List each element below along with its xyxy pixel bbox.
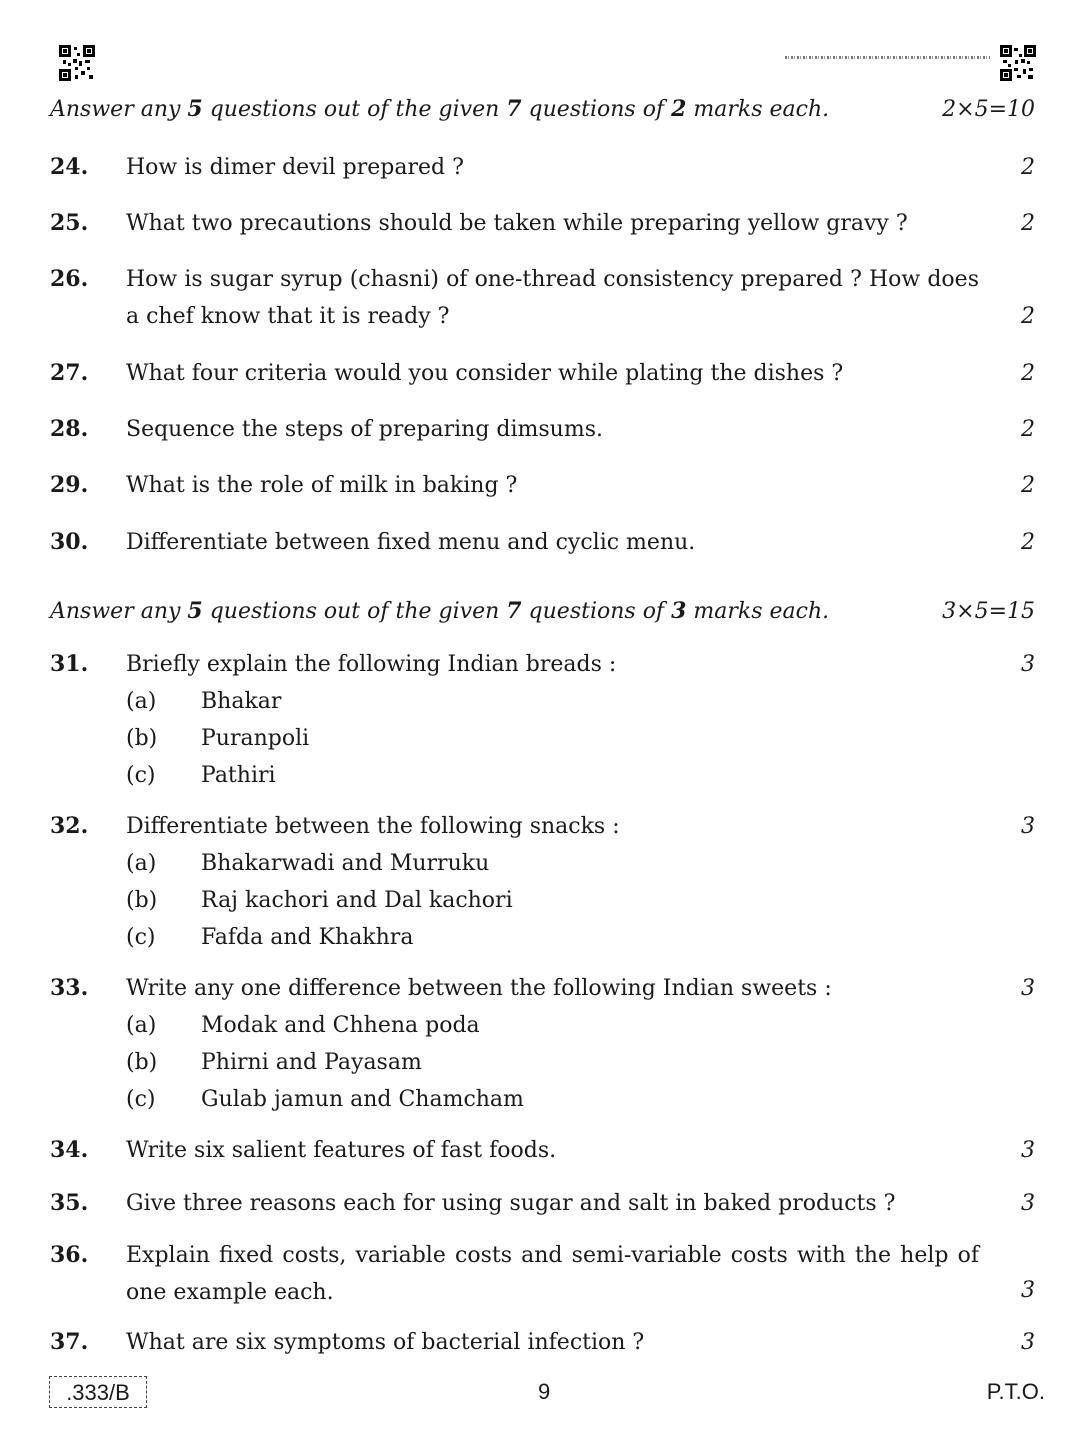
question-text: What is the role of milk in baking ? (126, 473, 518, 498)
question-marks: 2 (1021, 417, 1035, 442)
option-item (126, 683, 1035, 720)
option-label: (c) (126, 1087, 156, 1112)
option-text: Gulab jamun and Chamcham (201, 1087, 524, 1112)
question-number: 27. (50, 360, 89, 386)
option-text: Bhakar (201, 689, 282, 714)
question-marks: 3 (1021, 652, 1035, 677)
question-marks: 2 (1021, 211, 1035, 236)
question-marks: 3 (1021, 976, 1035, 1001)
option-label: (b) (126, 726, 158, 751)
micro-text-line (785, 56, 990, 59)
option-item (126, 720, 1035, 757)
question-marks: 3 (1021, 1278, 1035, 1303)
option-item (126, 845, 1035, 882)
paper-code: .333/B (49, 1376, 147, 1408)
question-34 (50, 1132, 1035, 1169)
question-32 (50, 808, 1035, 956)
question-number: 35. (50, 1190, 89, 1216)
question-text: Give three reasons each for using sugar and salt in baked products ? (126, 1191, 896, 1216)
option-label: (b) (126, 888, 158, 913)
question-number: 31. (50, 651, 89, 677)
option-item (126, 757, 1035, 794)
question-text: Differentiate between the following snacks : (126, 814, 620, 839)
option-item (126, 882, 1035, 919)
question-number: 29. (50, 472, 89, 498)
question-number: 30. (50, 529, 89, 555)
question-number: 33. (50, 975, 89, 1001)
question-marks: 2 (1021, 361, 1035, 386)
option-item (126, 1081, 1035, 1118)
option-item (126, 1044, 1035, 1081)
question-text: How is dimer devil prepared ? (126, 155, 464, 180)
question-number: 28. (50, 416, 89, 442)
question-31 (50, 646, 1035, 794)
question-marks: 2 (1021, 473, 1035, 498)
option-label: (c) (126, 763, 156, 788)
option-text: Modak and Chhena poda (201, 1013, 480, 1038)
question-text: How is sugar syrup (chasni) of one-thread consistency prepared ? How does a chef know that it is ready ? (126, 267, 979, 329)
question-marks: 2 (1021, 304, 1035, 329)
question-text: Sequence the steps of preparing dimsums. (126, 417, 603, 442)
question-number: 34. (50, 1137, 89, 1163)
option-text: Puranpoli (201, 726, 310, 751)
option-label: (a) (126, 689, 157, 714)
question-text: What four criteria would you consider while plating the dishes ? (126, 361, 844, 386)
option-label: (b) (126, 1050, 158, 1075)
option-item (126, 1007, 1035, 1044)
question-26 (50, 261, 1035, 335)
question-text: What two precautions should be taken while preparing yellow gravy ? (126, 211, 908, 236)
question-marks: 3 (1021, 814, 1035, 839)
question-30 (50, 524, 1035, 561)
option-text: Phirni and Payasam (201, 1050, 422, 1075)
question-text: Differentiate between fixed menu and cyclic menu. (126, 530, 696, 555)
question-text: Explain fixed costs, variable costs and semi-variable costs with the help of one example each. (126, 1243, 979, 1305)
question-number: 26. (50, 266, 89, 292)
section-instruction (50, 598, 1035, 624)
question-marks: 3 (1021, 1191, 1035, 1216)
pto-label: P.T.O. (986, 1379, 1045, 1404)
qr-code-icon (1000, 45, 1036, 81)
question-number: 25. (50, 210, 89, 236)
question-marks: 2 (1021, 530, 1035, 555)
question-text: What are six symptoms of bacterial infection ? (126, 1330, 645, 1355)
question-text: Write any one difference between the following Indian sweets : (126, 976, 832, 1001)
question-marks: 3 (1021, 1138, 1035, 1163)
question-36 (50, 1237, 1035, 1311)
question-marks: 3 (1021, 1330, 1035, 1355)
page-number: 9 (538, 1379, 551, 1404)
question-text: Briefly explain the following Indian breads : (126, 652, 617, 677)
instruction-total: 2×5=10 (942, 97, 1035, 122)
question-25 (50, 205, 1035, 242)
option-label: (c) (126, 925, 156, 950)
question-24 (50, 149, 1035, 186)
question-29 (50, 467, 1035, 504)
question-33 (50, 970, 1035, 1118)
question-37 (50, 1324, 1035, 1361)
question-number: 24. (50, 154, 89, 180)
question-27 (50, 355, 1035, 392)
qr-code-icon (59, 45, 95, 81)
section-instruction (50, 96, 1035, 122)
question-35 (50, 1185, 1035, 1222)
option-label: (a) (126, 851, 157, 876)
question-number: 37. (50, 1329, 89, 1355)
option-item (126, 919, 1035, 956)
option-text: Fafda and Khakhra (201, 925, 414, 950)
instruction-total: 3×5=15 (942, 599, 1035, 624)
option-text: Bhakarwadi and Murruku (201, 851, 490, 876)
instruction-text: Answer any 5 questions out of the given 7 questions of 3 marks each. (50, 598, 830, 624)
question-number: 36. (50, 1242, 89, 1268)
question-number: 32. (50, 813, 89, 839)
instruction-text: Answer any 5 questions out of the given 7 questions of 2 marks each. (50, 96, 830, 122)
question-text: Write six salient features of fast foods. (126, 1138, 557, 1163)
question-28 (50, 411, 1035, 448)
option-text: Pathiri (201, 763, 276, 788)
option-label: (a) (126, 1013, 157, 1038)
option-text: Raj kachori and Dal kachori (201, 888, 513, 913)
question-marks: 2 (1021, 155, 1035, 180)
